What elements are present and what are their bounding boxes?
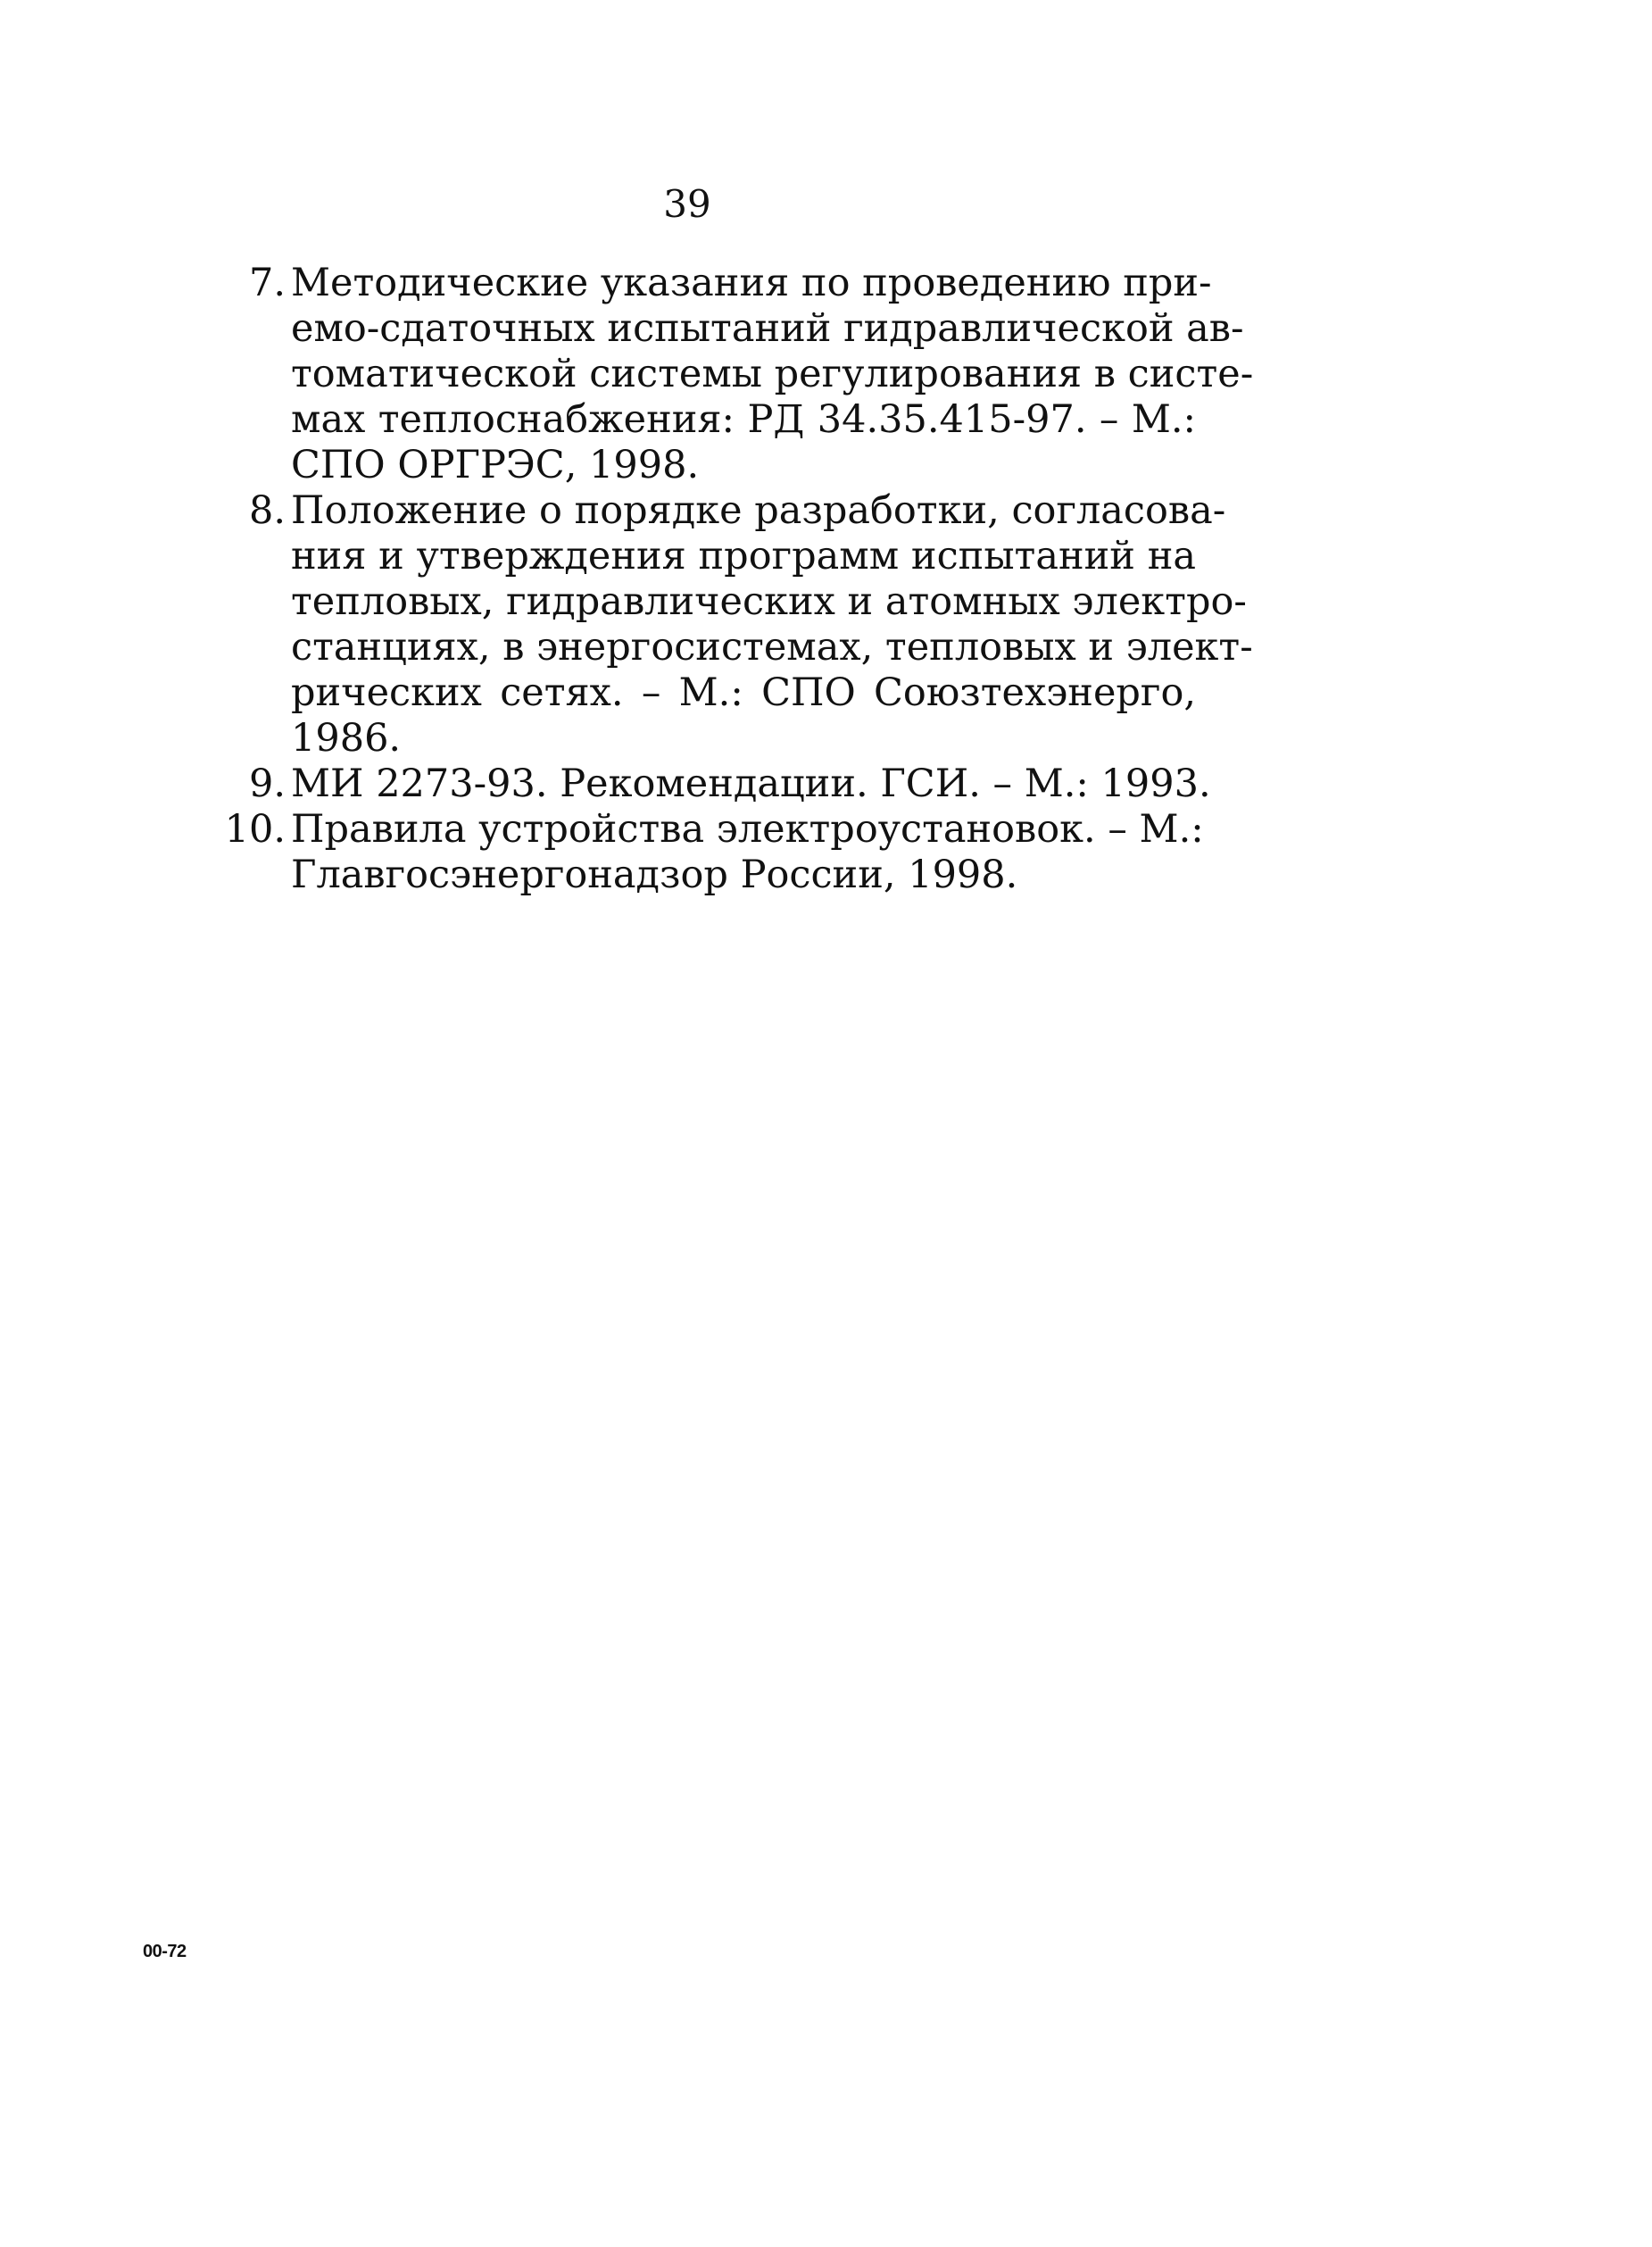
reference-line: ния и утверждения программ испытаний на — [291, 534, 1196, 578]
reference-item-7 — [232, 261, 1254, 488]
reference-number: 7. — [248, 261, 286, 305]
reference-line: емо-сдаточных испытаний гидравлической ав- — [291, 306, 1244, 351]
reference-line: СПО ОРГРЭС, 1998. — [291, 443, 700, 487]
reference-line: тепловых, гидравлических и атомных электро- — [291, 579, 1247, 624]
reference-line: Методические указания по проведению при- — [291, 261, 1212, 305]
reference-item-8 — [232, 488, 1253, 761]
reference-line: Правила устройства электроустановок. – М.: — [291, 807, 1204, 852]
reference-line: станциях, в энергосистемах, тепловых и элект- — [291, 625, 1253, 670]
reference-item-9 — [232, 761, 1211, 807]
reference-line: 1986. — [291, 716, 402, 761]
reference-line: томатической системы регулирования в систе- — [291, 352, 1254, 396]
reference-line: Положение о порядке разработки, согласова- — [291, 488, 1226, 533]
reference-number: 10. — [224, 807, 286, 852]
reference-line: рических сетях. – М.: СПО Союзтехэнерго, — [291, 670, 1196, 715]
reference-line: МИ 2273-93. Рекомендации. ГСИ. – М.: 1993. — [291, 761, 1211, 806]
reference-line: мах теплоснабжения: РД 34.35.415-97. – М.: — [291, 397, 1196, 442]
footer-code: 00-72 — [143, 1942, 187, 1961]
reference-number: 8. — [248, 488, 286, 533]
reference-list — [224, 261, 1254, 898]
reference-number: 9. — [248, 761, 286, 806]
reference-item-10 — [224, 807, 1204, 898]
page-number: 39 — [663, 182, 711, 226]
reference-line: Главгосэнергонадзор России, 1998. — [291, 853, 1018, 897]
